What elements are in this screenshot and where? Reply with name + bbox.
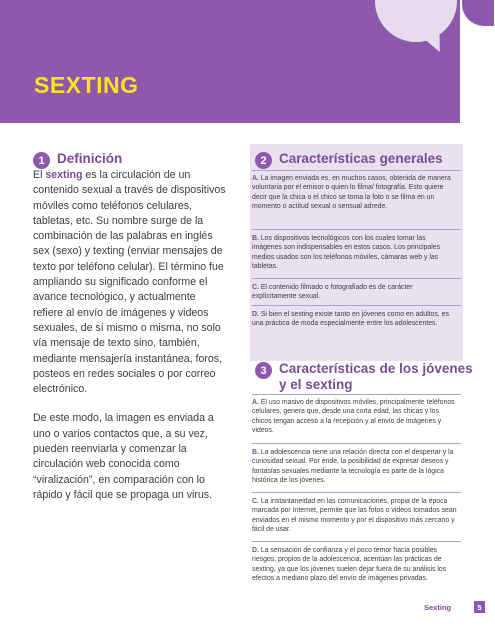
section-2-heading	[255, 151, 443, 169]
term-sexting: sexting	[45, 169, 83, 181]
definition-paragraph-1: El sexting es la circulación de un contenido sexual a través de dispositivos móviles como teléfonos celulares, tabletas, etc. Su nombre surge de la combinación de las palabras en inglés sex (sexo) y texting (enviar mensajes de texto por teléfono celular). El término fue ampliando su significado conforme el avance tecnológico, y actualmente refiere al envío de imágenes y videos sexuales, de sí mismo o misma, no solo vía mensaje de texto sino, también, mediante mensajería instantánea, foros, posteos en redes sociales o por correo electrónico.	[33, 169, 226, 396]
section-number-badge: 1	[33, 152, 50, 169]
list-item: A. La imagen enviada es, en muchos casos, obtenida de manera voluntaria por el emisor o quien lo filma/ fotografía. Esto quiere decir que la chica o el chico se toma la foto o se filma en un momento o actitud sexual o sensual adrede.	[252, 175, 451, 211]
divider	[252, 492, 461, 493]
section-number-badge: 2	[255, 152, 272, 169]
divider	[252, 278, 461, 279]
divider	[252, 443, 461, 444]
list-item: B. La adolescencia tiene una relación directa con el despertar y la curiosidad sexual. Por ende, la posibilidad de expresar deseos y fantasías sexuales mediante la tecnología es parte de la lógica histórica de los jóvenes.	[252, 449, 454, 485]
divider	[252, 394, 461, 395]
page-title: SEXTING	[34, 72, 139, 98]
list-item: D. La sensación de confianza y el poco temor hacia posibles riesgos, propios de la adolescencia, acentúan las prácticas de sexting, ya que los jóvenes suelen dejar fuera de su análisis los efectos a mediano plazo del envío de imágenes privadas.	[252, 547, 447, 583]
section-1-title: Definición	[57, 151, 123, 166]
divider	[252, 170, 461, 171]
section-1-heading	[33, 151, 122, 169]
list-item: C. El contenido filmado o fotografiado es de carácter explícitamente sexual.	[252, 284, 413, 301]
definition-body	[33, 168, 228, 517]
list-item: A. El uso masivo de dispositivos móviles, principalmente teléfonos celulares, genera que, desde una corta edad, las chicas y los chicos tengan acceso a la recepción y al envío de imágenes y videos.	[252, 399, 455, 435]
list-item: B. Los dispositivos tecnológicos con los cuales tomar las imágenes son indispensables en estos casos. Los principales medios usados son los teléfonos móviles, cámaras web y las tabletas.	[252, 235, 441, 271]
section-number-badge: 3	[255, 362, 272, 379]
definition-paragraph-2: De este modo, la imagen es enviada a uno o varios contactos que, a su vez, pueden reenviarla y comenzar la circulación web conocida como “viralización”, en comparación con lo rápido y fácil que se propaga un virus.	[33, 412, 214, 501]
list-item: D. Si bien el sexting existe tanto en jóvenes como en adultos, es una práctica de moda especialmente entre los adolescentes.	[252, 311, 449, 328]
section-2-title: Características generales	[279, 151, 443, 166]
page-number: 5	[474, 601, 485, 613]
section-3-heading	[255, 361, 473, 393]
divider	[252, 541, 461, 542]
list-item: C. La instantaneidad en las comunicaciones, propia de la época marcada por Internet, permite que las fotos o videos tomados sean enviados en el mismo momento y por el dispositivo más cercano y fácil de usar.	[252, 498, 457, 534]
divider	[252, 229, 461, 230]
divider	[252, 305, 461, 306]
section-3-title: Características de los jóvenes y el sexting	[279, 361, 473, 392]
footer-section-label: Sexting	[424, 603, 452, 612]
corner-bubble-decoration	[462, 0, 494, 26]
